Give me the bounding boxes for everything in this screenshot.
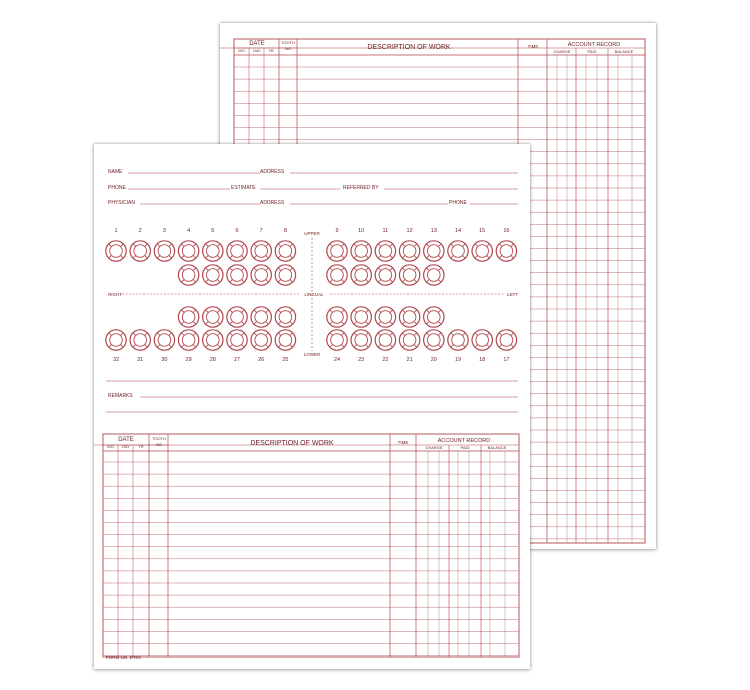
tooth-icon: [203, 307, 223, 327]
lower-tooth-number: 23: [358, 357, 365, 363]
tooth-icon: [154, 330, 174, 350]
upper-tooth-number: 12: [406, 228, 413, 234]
day-header-front: DAY: [122, 445, 130, 449]
tooth-icon: [472, 330, 492, 350]
year-header-front: YR: [138, 445, 144, 449]
tooth-icon: [351, 241, 371, 261]
tooth-no-header-front: NO: [156, 442, 162, 447]
tooth-icon: [424, 330, 444, 350]
tooth-icon: [351, 330, 371, 350]
lower-label: LOWER: [303, 352, 321, 357]
paid-header-front: PAID: [460, 445, 470, 450]
lower-tooth-number: 24: [333, 357, 341, 363]
upper-tooth-number: 5: [211, 228, 215, 234]
tooth-icon: [375, 241, 395, 261]
tooth-icon: [178, 307, 198, 327]
description-header-front: DESCRIPTION OF WORK: [250, 440, 334, 447]
account-record-header-front: ACCOUNT RECORD: [437, 438, 491, 444]
tooth-icon: [178, 241, 198, 261]
tooth-icon: [251, 241, 271, 261]
upper-tooth-number: 3: [162, 228, 166, 234]
right-label: RIGHT: [108, 292, 122, 297]
charge-header: CHARGE: [553, 49, 571, 54]
tooth-icon: [448, 330, 468, 350]
tooth-icon: [399, 307, 419, 327]
tooth-icon: [327, 241, 347, 261]
tooth-icon: [375, 330, 395, 350]
year-header: YR: [268, 49, 274, 53]
date-header-front: DATE: [118, 437, 134, 443]
tooth-icon: [227, 330, 247, 350]
tooth-icon: [154, 241, 174, 261]
ledger-grid-front: [94, 434, 519, 657]
physician-label: PHYSICIAN: [108, 200, 135, 206]
tooth-icon: [251, 307, 271, 327]
month-header-front: MO.: [107, 445, 115, 449]
time-header-front: TIME: [397, 440, 409, 445]
tooth-icon: [275, 241, 295, 261]
tooth-header: TOOTH: [281, 40, 295, 45]
name-label: NAME: [108, 169, 123, 175]
upper-tooth-number: 15: [479, 228, 486, 234]
physician-phone-label: PHONE: [449, 200, 467, 206]
tooth-icon: [448, 241, 468, 261]
tooth-icon: [375, 307, 395, 327]
left-label: LEFT: [506, 292, 518, 297]
tooth-icon: [130, 330, 150, 350]
tooth-header-front: TOOTH: [152, 436, 166, 441]
tooth-icon: [327, 307, 347, 327]
lower-tooth-number: 19: [454, 357, 462, 363]
tooth-icon: [424, 241, 444, 261]
tooth-icon: [327, 330, 347, 350]
lower-tooth-number: 17: [503, 357, 510, 363]
tooth-icon: [203, 265, 223, 285]
upper-tooth-number: 6: [235, 228, 239, 234]
lower-tooth-number: 28: [209, 357, 216, 363]
lower-tooth-number: 22: [382, 357, 389, 363]
lower-tooth-number: 31: [137, 357, 144, 363]
lower-tooth-number: 20: [430, 357, 437, 363]
tooth-icon: [351, 307, 371, 327]
charge-header-front: CHARGE: [425, 445, 443, 450]
lingual-label: LINGUAL: [304, 292, 324, 297]
upper-tooth-number: 8: [283, 228, 287, 234]
account-record-header: ACCOUNT RECORD: [567, 42, 621, 48]
remarks-label: REMARKS: [108, 393, 133, 399]
tooth-icon: [472, 241, 492, 261]
tooth-icon: [203, 330, 223, 350]
address-label: ADDRESS: [260, 169, 285, 175]
lower-tooth-number: 26: [258, 357, 265, 363]
ledger-border: [103, 434, 519, 657]
tooth-icon: [106, 241, 126, 261]
description-header: DESCRIPTION OF WORK: [367, 44, 451, 51]
upper-tooth-number: 16: [503, 228, 510, 234]
front-sheet-svg: [94, 144, 530, 669]
tooth-icon: [275, 330, 295, 350]
tooth-icon: [251, 265, 271, 285]
tooth-icon: [251, 330, 271, 350]
tooth-no-header: NO: [285, 46, 291, 51]
tooth-icon: [399, 241, 419, 261]
tooth-icon: [275, 265, 295, 285]
lower-tooth-number: 25: [282, 357, 289, 363]
tooth-icon: [178, 330, 198, 350]
tooth-icon: [130, 241, 150, 261]
tooth-icon: [496, 330, 516, 350]
tooth-icon: [424, 307, 444, 327]
estimate-label: ESTIMATE: [231, 185, 256, 191]
tooth-icon: [327, 265, 347, 285]
tooth-icon: [424, 265, 444, 285]
tooth-icon: [106, 330, 126, 350]
balance-header: BALANCE: [614, 49, 634, 54]
referred-by-label: REFERRED BY: [343, 185, 379, 191]
lower-tooth-number: 30: [161, 357, 168, 363]
phone-label: PHONE: [108, 185, 126, 191]
upper-tooth-number: 14: [454, 228, 462, 234]
upper-tooth-number: 9: [335, 228, 339, 234]
lower-tooth-number: 32: [112, 357, 120, 363]
tooth-icon: [227, 265, 247, 285]
month-header: MO.: [238, 49, 246, 53]
tooth-icon: [227, 307, 247, 327]
upper-tooth-number: 10: [358, 228, 365, 234]
tooth-icon: [496, 241, 516, 261]
balance-header-front: BALANCE: [487, 445, 507, 450]
upper-tooth-number: 13: [430, 228, 437, 234]
lower-tooth-number: 27: [233, 357, 241, 363]
lower-tooth-number: 21: [406, 357, 413, 363]
time-header: TIME: [527, 44, 539, 49]
remarks-lines: [106, 381, 518, 412]
physician-address-label: ADDRESS: [260, 200, 285, 206]
tooth-icon: [375, 265, 395, 285]
day-header: DAY: [253, 49, 261, 53]
paid-header: PAID: [587, 49, 597, 54]
tooth-icon: [399, 265, 419, 285]
upper-tooth-number: 7: [259, 228, 263, 234]
lower-tooth-number: 29: [185, 357, 192, 363]
upper-tooth-number: 1: [114, 228, 118, 234]
date-header: DATE: [249, 41, 265, 47]
tooth-icon: [227, 241, 247, 261]
tooth-icon: [178, 265, 198, 285]
upper-tooth-number: 4: [187, 228, 191, 234]
form-number: FORM NO. D70C: [106, 655, 142, 660]
upper-tooth-number: 11: [382, 228, 389, 234]
upper-tooth-number: 2: [138, 228, 142, 234]
tooth-icon: [351, 265, 371, 285]
dental-chart-sheet-front: [94, 144, 530, 669]
lower-tooth-number: 18: [479, 357, 486, 363]
tooth-icon: [399, 330, 419, 350]
tooth-icon: [203, 241, 223, 261]
tooth-icon: [275, 307, 295, 327]
upper-label: UPPER: [304, 231, 320, 236]
